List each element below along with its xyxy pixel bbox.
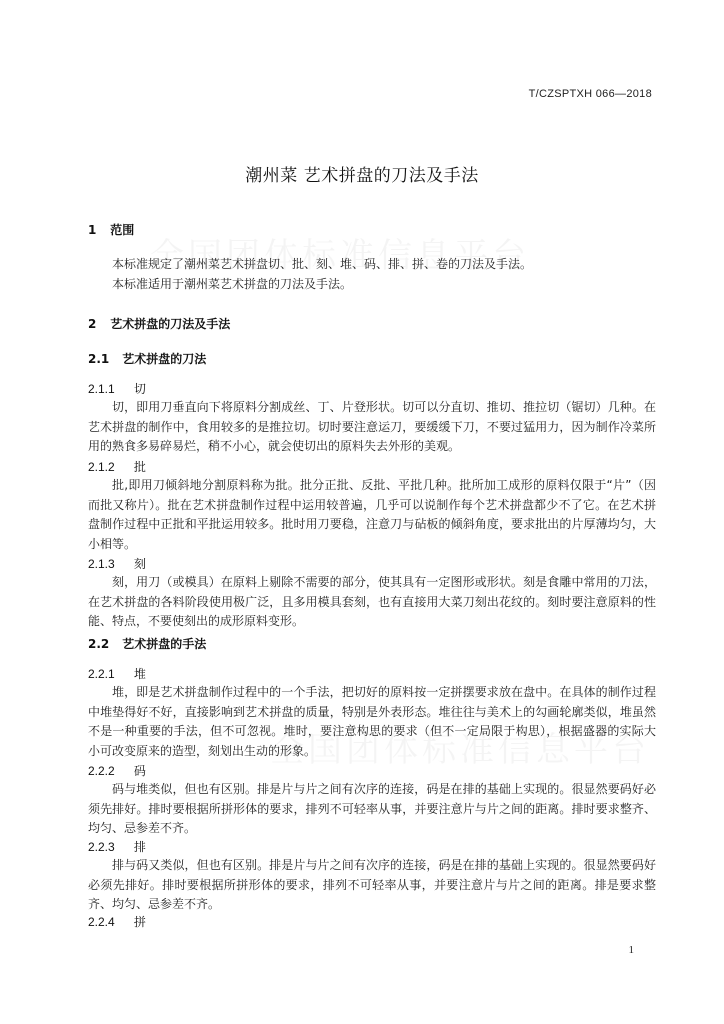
subsection-number: 2.1.3	[88, 557, 115, 571]
section-2	[88, 314, 656, 334]
paragraph: 批,即用刀倾斜地分割原料称为批。批分正批、反批、平批几种。批所加工成形的原料仅限于“片”（因而批又称片）。批在艺术拼盘制作过程中运用较普遍，几乎可以说制作每个艺术拼盘都少不了它。在艺术拼盘制作过程中正批和平批运用较多。批时用刀要稳，注意刀与砧板的倾斜角度，要求批出的片厚薄均匀，大小相等。	[88, 478, 656, 551]
paragraph: 码与堆类似，但也有区别。排是片与片之间有次序的连接，码是在排的基础上实现的。很显然要码好必须先排好。排时要根据所拼形体的要求，排列不可轻率从事，并要注意片与片之间的距离。排时要求整齐、均匀、忌参差不齐。	[88, 782, 656, 835]
section-heading	[88, 314, 656, 334]
subsection-title: 刻	[133, 557, 146, 571]
subsection-title: 切	[133, 382, 146, 396]
subsection-title: 批	[133, 460, 146, 474]
subsection-number: 2.1.2	[88, 460, 115, 474]
section-2-1-2	[88, 458, 656, 554]
section-2-1	[88, 349, 656, 369]
paragraph: 本标准规定了潮州菜艺术拼盘切、批、刻、堆、码、排、拼、卷的刀法及手法。	[112, 257, 533, 271]
subsection-title: 堆	[133, 667, 146, 681]
subsection-title: 排	[133, 840, 146, 854]
subsection-number: 2.2.3	[88, 840, 115, 854]
subsection-heading	[88, 913, 656, 931]
section-2-1-3	[88, 555, 656, 632]
section-2-1-1	[88, 380, 656, 457]
section-title: 艺术拼盘的刀法及手法	[110, 317, 231, 331]
subsection-title: 码	[133, 764, 146, 778]
section-1-body	[88, 255, 656, 294]
section-title: 艺术拼盘的刀法	[122, 352, 207, 366]
subsection-heading	[88, 838, 656, 856]
subsection-heading	[88, 665, 656, 683]
section-number: 2.2	[88, 637, 110, 651]
section-2-2-2	[88, 762, 656, 839]
subsection-heading	[88, 555, 656, 573]
section-heading	[88, 220, 656, 240]
paragraph: 本标准适用于潮州菜艺术拼盘的刀法及手法。	[112, 276, 353, 291]
paragraph: 切，即用刀垂直向下将原料分割成丝、丁、片登形状。切可以分直切、推切、推拉切（锯切）几种。在艺术拼盘的制作中，食用较多的是推拉切。切时要注意运刀，要缓缓下刀，不要过猛用力，因为制作冷菜所用的熟食多易碎易烂，稍不小心，就会使切出的原料失去外形的美观。	[88, 400, 656, 453]
subsection-heading	[88, 458, 656, 476]
document-code: T/CZSPTXH 066—2018	[528, 88, 652, 100]
section-2-2-1	[88, 665, 656, 761]
section-number: 1	[88, 223, 97, 237]
subsection-number: 2.1.1	[88, 382, 115, 396]
paragraph: 排与码又类似，但也有区别。排是片与片之间有次序的连接，码是在排的基础上实现的。很显然要码好必须先排好。排时要根据所拼形体的要求，排列不可轻率从事，并要注意片与片之间的距离。排是要求整齐、均匀、忌参差不齐。	[88, 858, 656, 911]
section-2-2-4	[88, 913, 656, 931]
subsection-heading	[88, 762, 656, 780]
section-title: 范围	[110, 223, 135, 237]
page-title: 潮州菜 艺术拼盘的刀法及手法	[245, 166, 479, 186]
paragraph: 刻，用刀（或模具）在原料上剔除不需要的部分，使其具有一定图形或形状。刻是食雕中常用的刀法，在艺术拼盘的各料阶段使用极广泛，且多用模具套刻，也有直接用大菜刀刻出花纹的。刻时要注意原料的性能、特点，不要使刻出的成形原料变形。	[88, 575, 656, 628]
section-number: 2	[88, 317, 97, 331]
section-heading	[88, 634, 656, 654]
section-1	[88, 220, 656, 240]
paragraph: 堆，即是艺术拼盘制作过程中的一个手法，把切好的原料按一定拼摆要求放在盘中。在具体的制作过程中堆垫得好不好，直接影响到艺术拼盘的质量，特别是外表形态。堆往往与美术上的勾画轮廓类似，堆虽然不是一种重要的手法，但不可忽视。堆时，要注意构思的要求（但不一定局限于构思），根据盛器的实际大小可改变原来的造型，刻划出生动的形象。	[88, 685, 656, 758]
section-title: 艺术拼盘的手法	[122, 637, 207, 651]
subsection-number: 2.2.2	[88, 764, 115, 778]
subsection-number: 2.2.1	[88, 667, 115, 681]
section-number: 2.1	[88, 352, 110, 366]
section-2-2-3	[88, 838, 656, 915]
page-number: 1	[628, 944, 634, 956]
section-2-2	[88, 634, 656, 654]
subsection-heading	[88, 380, 656, 398]
subsection-title: 拼	[133, 915, 146, 929]
section-heading	[88, 349, 656, 369]
subsection-number: 2.2.4	[88, 915, 115, 929]
